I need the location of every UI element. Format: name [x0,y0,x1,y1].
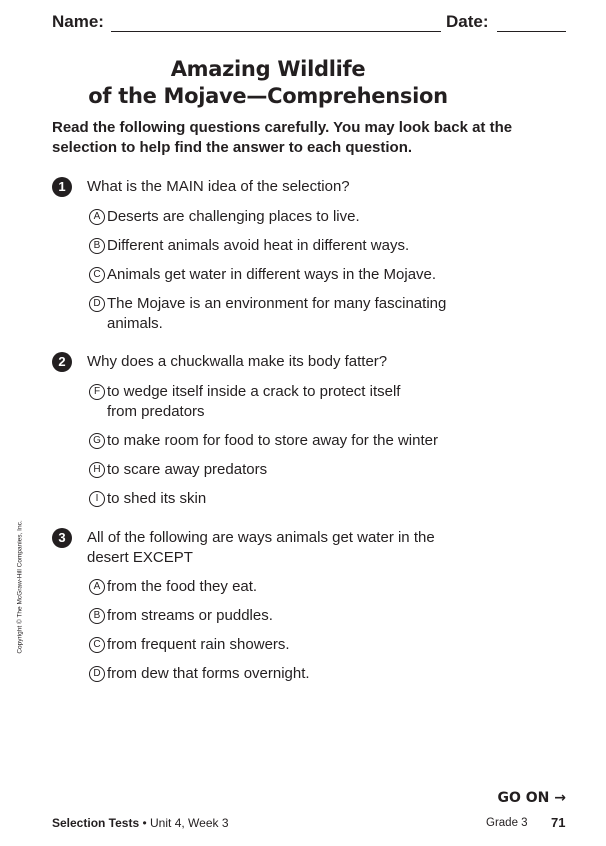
footer-test-info [52,816,229,830]
option-text: Deserts are challenging places to live. [107,208,360,225]
option-text: to scare away predators [107,461,268,478]
option-letter-a[interactable]: A [89,579,105,595]
question-text: What is the MAIN idea of the selection? [87,178,350,195]
question-number-badge: 1 [52,177,72,197]
question-text: Why does a chuckwalla make its body fatter? [87,353,388,370]
question-3 [52,528,472,688]
footer-grade: Grade 3 [486,817,528,829]
date-label: Date: [446,12,489,31]
question-number-badge: 3 [52,528,72,548]
question-1 [52,177,472,337]
option-text: from streams or puddles. [107,607,273,624]
option-text: from dew that forms overnight. [107,665,310,682]
option-letter-i[interactable]: I [89,491,105,507]
name-label: Name: [52,12,104,31]
option-letter-g[interactable]: G [89,433,105,449]
option-text: Animals get water in different ways in the Mojave. [107,266,437,283]
option-text: from the food they eat. [107,578,258,595]
page-title-line2: of the Mojave—Comprehension [88,84,448,108]
option-text: to wedge itself inside a crack to protect itself from predators [107,383,401,420]
option-letter-h[interactable]: H [89,462,105,478]
copyright-notice: Copyright © The McGraw-Hill Companies, Inc. [16,520,24,654]
question-number-badge: 2 [52,352,72,372]
option-text: The Mojave is an environment for many fascinating animals. [107,295,447,332]
instructions: Read the following questions carefully. You may look back at the selection to help find the answer to each question. [52,119,513,156]
option-text: to make room for food to store away for the winter [107,432,438,449]
date-field[interactable] [497,31,566,32]
page-title-line1: Amazing Wildlife [170,57,366,81]
name-field[interactable] [111,31,441,32]
option-letter-d[interactable]: D [89,666,105,682]
page-number: 71 [551,815,566,830]
option-text: from frequent rain showers. [107,636,290,653]
option-letter-c[interactable]: C [89,267,105,283]
option-letter-d[interactable]: D [89,296,105,312]
question-2 [52,352,472,512]
go-on-label: GO ON → [497,790,566,806]
option-letter-b[interactable]: B [89,238,105,254]
option-text: to shed its skin [107,490,207,507]
question-text: All of the following are ways animals get water in the desert EXCEPT [87,529,435,566]
option-letter-f[interactable]: F [89,384,105,400]
footer-test-name: Selection Tests [52,816,140,830]
option-letter-b[interactable]: B [89,608,105,624]
name-date-header [52,12,566,36]
footer-unit: • Unit 4, Week 3 [142,816,229,830]
option-text: Different animals avoid heat in different ways. [107,237,410,254]
option-letter-c[interactable]: C [89,637,105,653]
option-letter-a[interactable]: A [89,209,105,225]
